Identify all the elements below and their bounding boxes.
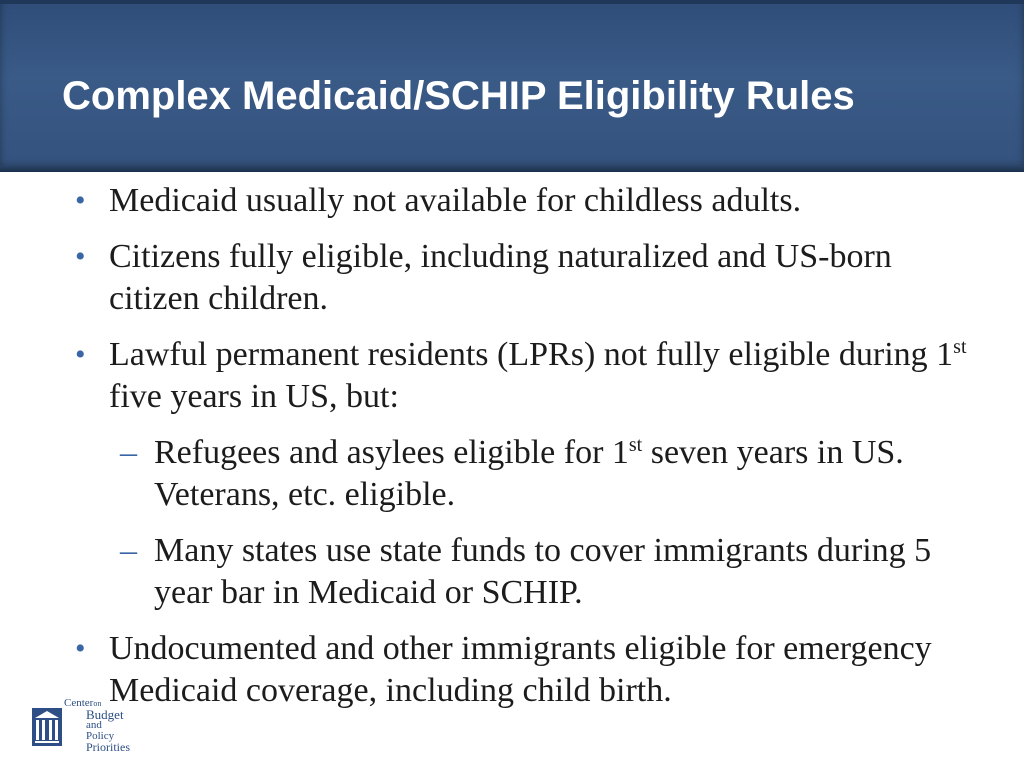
bullet-marker: • xyxy=(75,632,86,665)
bullet-marker: • xyxy=(75,184,86,217)
sub-bullet-marker: – xyxy=(120,434,137,471)
banner-bottom-edge xyxy=(0,166,1024,172)
cbpp-logo xyxy=(32,698,132,754)
bullet-text xyxy=(109,336,967,415)
title-banner xyxy=(0,0,1024,172)
ordinal-suffix: st xyxy=(953,336,967,358)
logo-line-budget: Budget xyxy=(86,707,124,722)
logo-line-center: Centeron xyxy=(64,697,102,709)
bullet-text: Citizens fully eligible, including naturalized and US-born citizen children. xyxy=(109,238,892,317)
logo-wordmark xyxy=(64,698,132,753)
ordinal-suffix: st xyxy=(628,434,643,456)
logo-line-and-policy: and Policy xyxy=(86,719,115,742)
capitol-columns-icon xyxy=(32,708,62,746)
slide-content xyxy=(0,180,1024,726)
bullet-item xyxy=(75,180,969,222)
bullet-marker: • xyxy=(75,338,86,371)
sub-bullet-text xyxy=(154,434,904,513)
sub-bullet-item xyxy=(120,432,994,516)
bullet-text: Undocumented and other immigrants eligible for emergency Medicaid coverage, including child birth. xyxy=(109,630,932,709)
sub-bullet-marker: – xyxy=(120,532,137,569)
sub-bullet-text-part: seven years in US. Veterans, etc. eligible. xyxy=(154,434,904,513)
sub-bullet-item xyxy=(120,530,994,614)
bullet-item xyxy=(75,236,969,320)
slide-title: Complex Medicaid/SCHIP Eligibility Rules xyxy=(62,74,855,118)
logo-line-priorities: Priorities xyxy=(86,740,130,754)
sub-bullet-text: Many states use state funds to cover immigrants during 5 year bar in Medicaid or SCHIP. xyxy=(154,532,932,611)
sub-bullet-text-part: Refugees and asylees eligible for 1 xyxy=(154,434,629,471)
bullet-text-part: five years in US, but: xyxy=(109,378,399,415)
bullet-text-part: Lawful permanent residents (LPRs) not fully eligible during 1 xyxy=(109,336,954,373)
banner-top-stripe xyxy=(0,0,1024,4)
bullet-text: Medicaid usually not available for childless adults. xyxy=(109,182,802,219)
bullet-item xyxy=(75,334,969,418)
bullet-marker: • xyxy=(75,240,86,273)
